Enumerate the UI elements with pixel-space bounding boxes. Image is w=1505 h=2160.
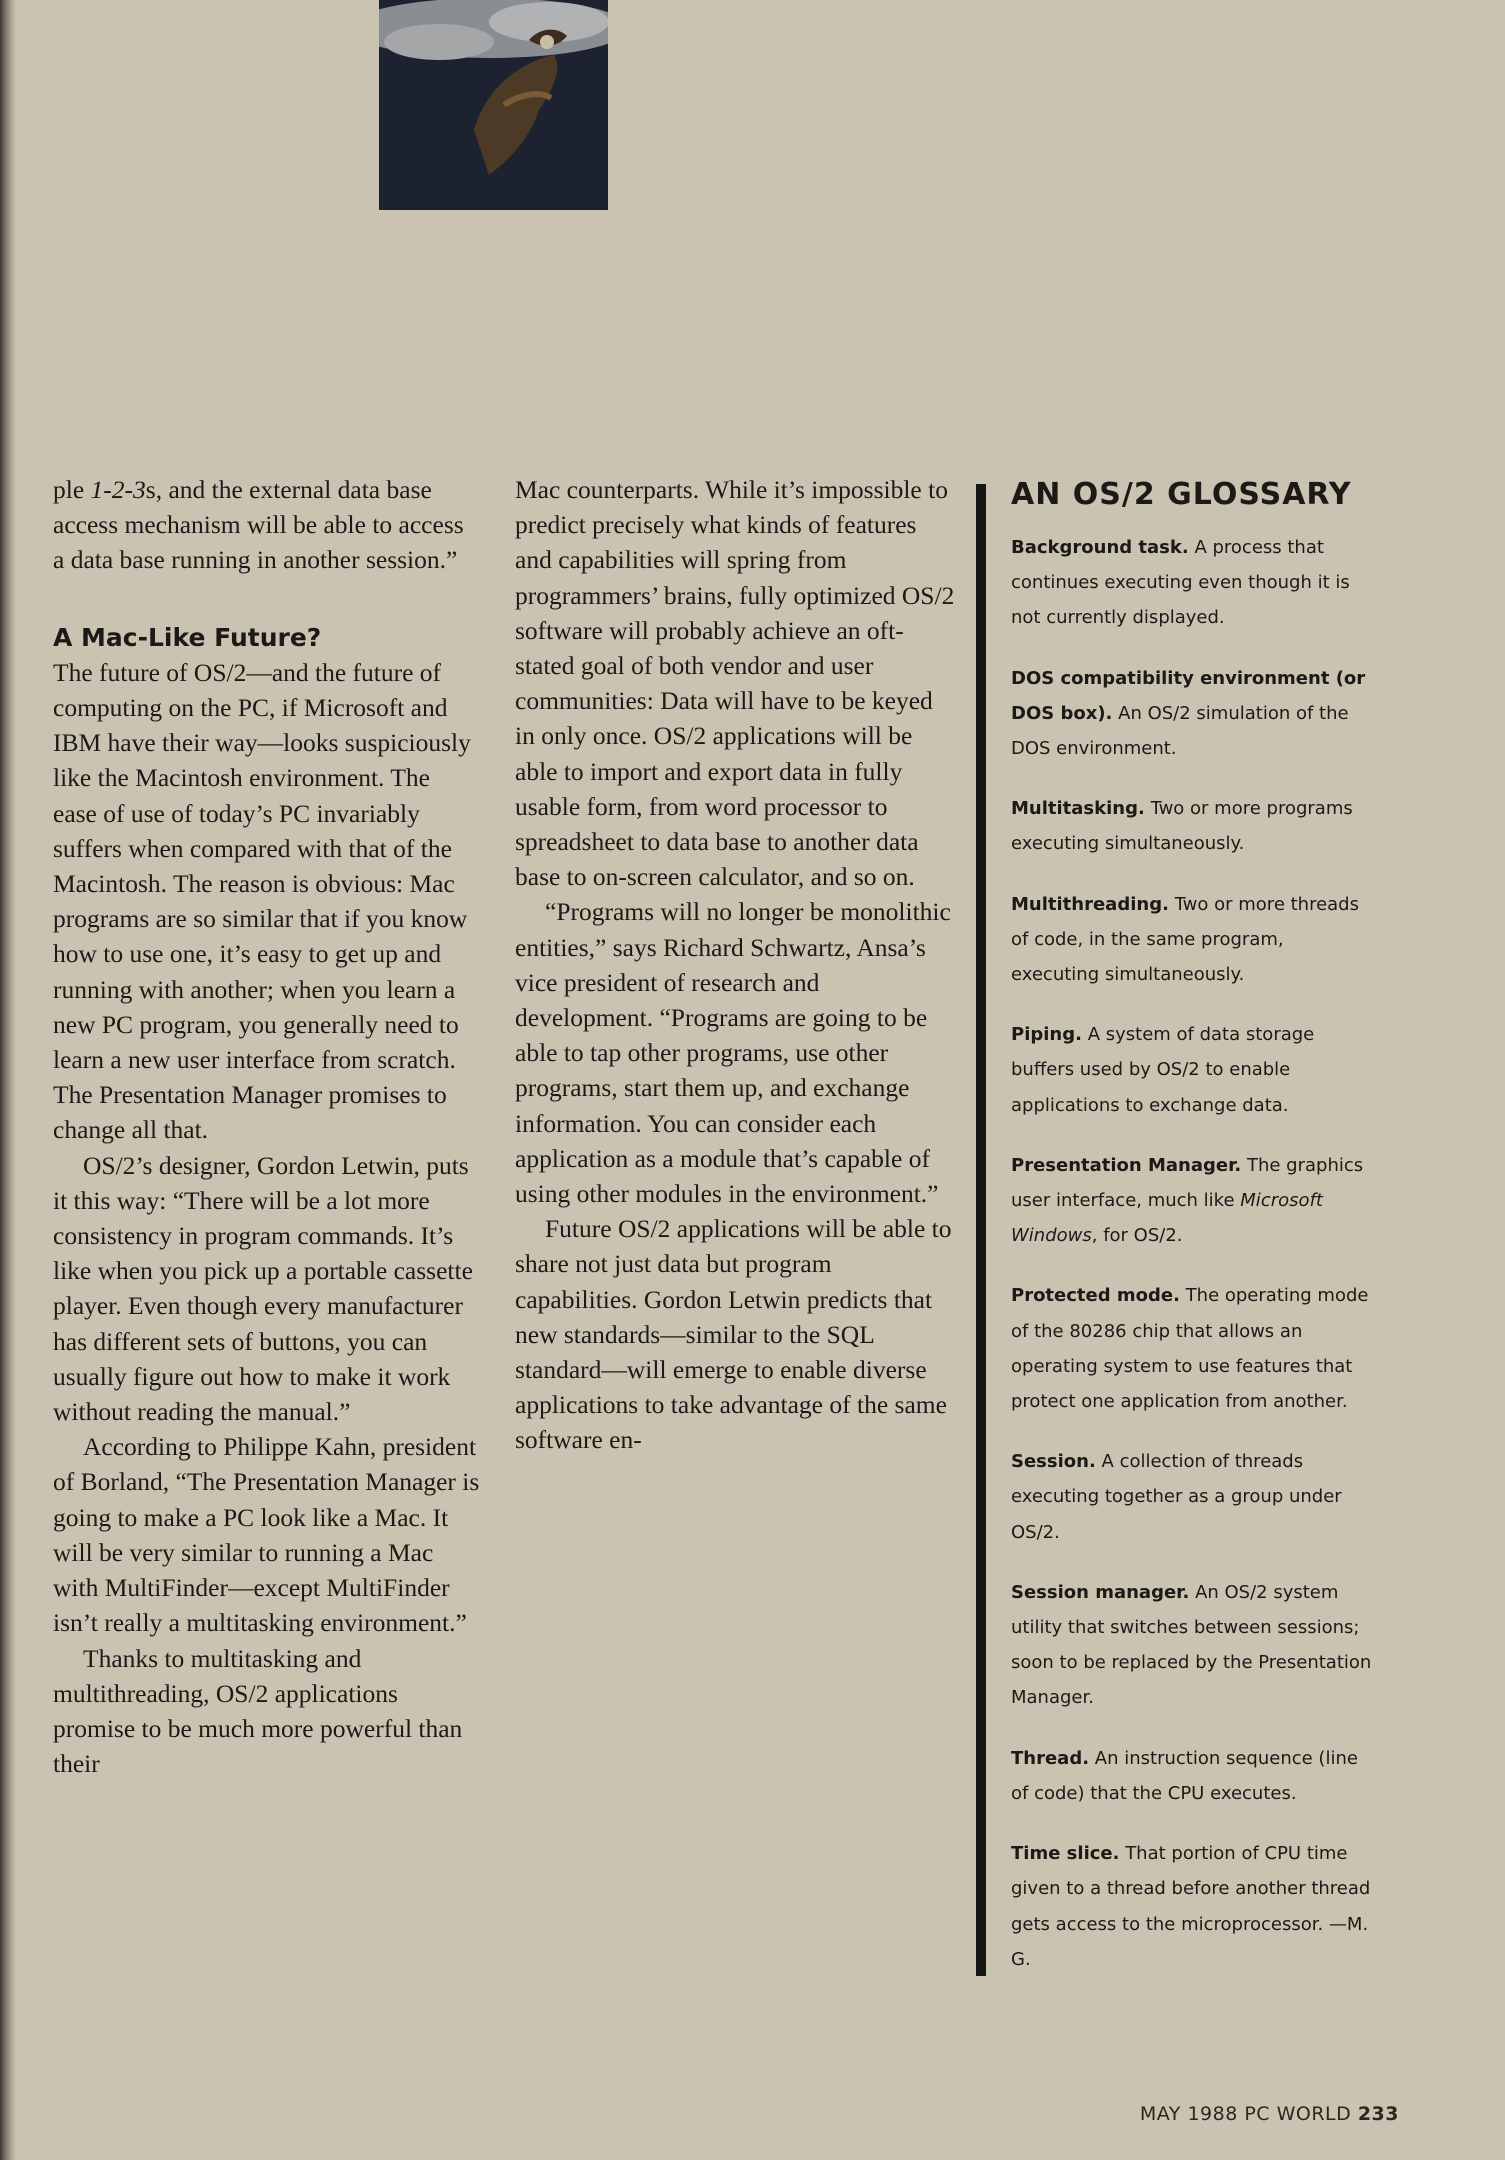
glossary-entry — [1011, 1278, 1373, 1419]
glossary-term: Multithreading. — [1011, 893, 1169, 915]
section-heading: A Mac-Like Future? — [53, 622, 322, 652]
glossary-definition: The graphics user interface, much like — [1011, 1154, 1364, 1212]
glossary-sidebar — [1011, 472, 1373, 2002]
binding-gutter — [0, 0, 16, 2160]
glossary-term: Multitasking. — [1011, 798, 1145, 820]
glossary-definition: The operating mode of the 80286 chip that allows an operating system to use features that protect one application from another. — [1011, 1285, 1369, 1413]
glossary-entries — [1011, 530, 1373, 1977]
glossary-term: Time slice. — [1011, 1843, 1120, 1865]
glossary-entry — [1011, 1017, 1373, 1123]
article-column-2 — [515, 472, 955, 1458]
glossary-entry — [1011, 1444, 1373, 1550]
glossary-term: Background task. — [1011, 537, 1189, 558]
glossary-definition-italic: Microsoft Windows — [1011, 1190, 1323, 1247]
glossary-term: DOS compatibility environment (or DOS box). — [1011, 667, 1366, 724]
photo-illustration — [379, 0, 608, 210]
paragraph: OS/2’s designer, Gordon Letwin, puts it this way: “There will be a lot more consistency in program commands. It’s like when you pick up a portable cassette player. Even though every manufacturer has different sets of buttons, you can usually figure out how to make it work without reading the manual.” — [53, 1150, 473, 1427]
glossary-entry — [1011, 887, 1373, 993]
glossary-term: Thread. — [1011, 1747, 1090, 1769]
glossary-definition: Two or more programs executing simultaneously. — [1011, 798, 1353, 855]
glossary-definition: A system of data storage buffers used by OS/2 to enable applications to exchange data. — [1011, 1024, 1315, 1116]
glossary-term: Session. — [1011, 1451, 1096, 1473]
paragraph: The future of OS/2—and the future of computing on the PC, if Microsoft and IBM have their way—looks suspiciously like the Macintosh environment. The ease of use of today’s PC invariably suffers when compared with that of the Macintosh. The reason is obvious: Mac programs are so similar that if you know how to use one, it’s easy to get up and running with another; when you learn a new PC program, you generally need to learn a new user interface from scratch. The Presentation Manager promises to change all that. — [53, 657, 471, 1145]
glossary-definition: A collection of threads executing together as a group under OS/2. — [1011, 1451, 1342, 1543]
glossary-entry — [1011, 791, 1373, 861]
glossary-definition: Two or more threads of code, in the same program, executing simultaneously. — [1011, 893, 1359, 986]
glossary-entry — [1011, 530, 1373, 636]
glossary-entry — [1011, 1148, 1373, 1254]
glossary-entry — [1011, 1836, 1373, 1977]
paragraph: Thanks to multitasking and multithreading, OS/2 applications promise to be much more powerful than their — [53, 1643, 463, 1779]
glossary-term: Presentation Manager. — [1011, 1154, 1242, 1176]
glossary-term: Protected mode. — [1011, 1285, 1180, 1307]
glossary-definition-tail: , for OS/2. — [1091, 1225, 1183, 1247]
glossary-definition: An OS/2 simulation of the DOS environment. — [1011, 702, 1349, 760]
paragraph: According to Philippe Kahn, president of Borland, “The Presentation Manager is going to make a PC look like a Mac. It will be very similar to running a Mac with MultiFinder—except MultiFinder isn’t really a multitasking environment.” — [53, 1432, 480, 1638]
glossary-entry — [1011, 1741, 1373, 1811]
glossary-term: Piping. — [1011, 1024, 1082, 1046]
paragraph: Mac counterparts. While it’s impossible to predict precisely what kinds of features and capabilities will spring from programmers’ brains, fully optimized OS/2 software will probably achieve an oft-stated goal of both vendor and user communities: Data will have to be keyed in only once. OS/2 applications will be able to import and export data in fully usable form, from word processor to spreadsheet to data base to another data base to on-screen calculator, and so on. — [515, 475, 955, 892]
paragraph: Future OS/2 applications will be able to share not just data but program capabilities. Gordon Letwin predicts that new standards—similar to the SQL standard—will emerge to enable diverse applications to take advantage of the same software en- — [515, 1214, 952, 1455]
glossary-entry — [1011, 1575, 1373, 1716]
sidebar-rule — [976, 484, 986, 1976]
glossary-definition: An instruction sequence (line of code) that the CPU executes. — [1011, 1747, 1358, 1804]
glossary-definition: That portion of CPU time given to a thread before another thread gets access to the microprocessor. —M. G. — [1011, 1843, 1371, 1970]
page-folio — [1140, 2103, 1399, 2125]
folio-issue: MAY 1988 PC WORLD — [1139, 2103, 1352, 2125]
article-column-1 — [53, 472, 480, 1781]
glossary-definition: A process that continues executing even though it is not currently displayed. — [1011, 537, 1350, 629]
paragraph: “Programs will no longer be monolithic entities,” says Richard Schwartz, Ansa’s vice president of research and development. “Programs are going to be able to tap other programs, use other programs, start them up, and exchange information. You can consider each application as a module that’s capable of using other modules in the environment.” — [515, 897, 951, 1209]
folio-page-number: 233 — [1357, 2103, 1399, 2125]
glossary-title: AN OS/2 GLOSSARY — [1011, 477, 1352, 512]
paragraph: ple 1-2-3s, and the external data base access mechanism will be able to access a data base running in another session.” — [53, 475, 464, 575]
glossary-definition: An OS/2 system utility that switches between sessions; soon to be replaced by the Presentation Manager. — [1011, 1581, 1372, 1709]
glossary-entry — [1011, 661, 1373, 767]
glossary-term: Session manager. — [1011, 1581, 1190, 1603]
header-photo — [379, 0, 608, 210]
